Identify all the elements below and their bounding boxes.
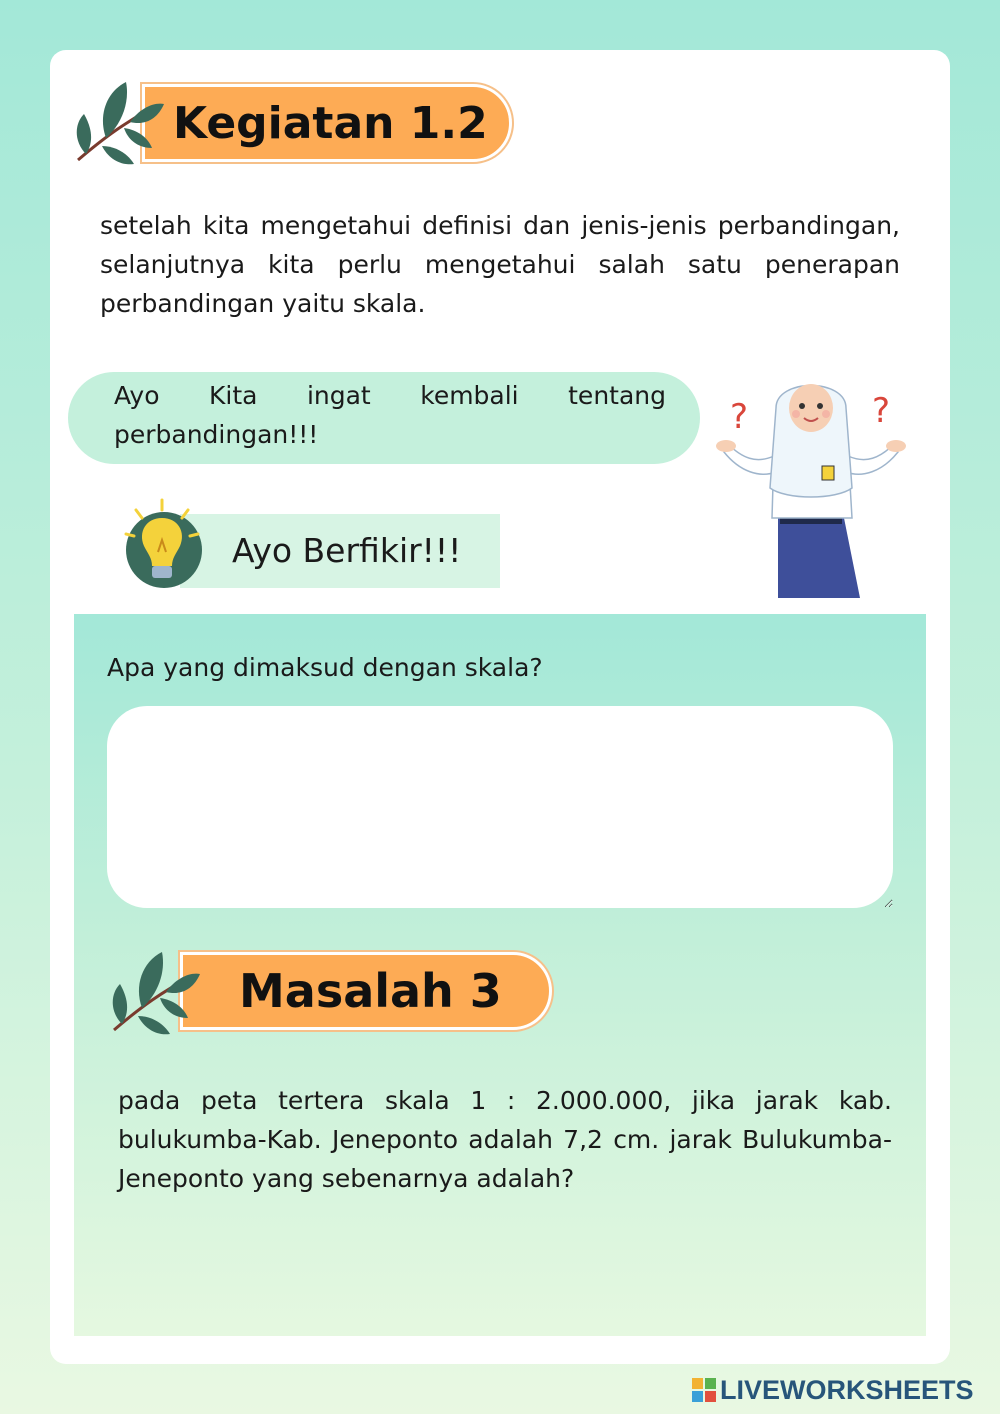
problem-paragraph: pada peta tertera skala 1 : 2.000.000, jika jarak kab. bulukumba-Kab. Jeneponto adalah 7,2 cm. jarak Bulukumba-Jeneponto yang sebenarnya adalah? — [118, 1086, 892, 1193]
leaf-icon — [72, 76, 166, 168]
activity-title-banner — [142, 84, 512, 162]
think-label: Ayo Berfikir!!! — [232, 531, 462, 570]
liveworksheets-brand — [692, 1374, 974, 1406]
leaf-icon — [108, 946, 202, 1038]
activity-title: Kegiatan 1.2 — [173, 97, 488, 149]
brand-name: LIVEWORKSHEETS — [720, 1374, 974, 1405]
think-question: Apa yang dimaksud dengan skala? — [107, 653, 543, 682]
student-girl-illustration — [716, 368, 906, 600]
problem-title: Masalah 3 — [239, 964, 502, 1018]
think-banner — [180, 514, 500, 588]
reminder-banner — [68, 372, 700, 464]
reminder-text: Ayo Kita ingat kembali tentang perbandingan!!! — [114, 381, 666, 449]
intro-paragraph: setelah kita mengetahui definisi dan jenis-jenis perbandingan, selanjutnya kita perlu mengetahui salah satu penerapan perbandingan yaitu skala. — [100, 211, 900, 318]
lightbulb-icon — [120, 496, 204, 590]
liveworksheets-logo-icon — [692, 1378, 716, 1402]
problem-title-banner — [180, 952, 552, 1030]
question-mark-right: ? — [872, 391, 891, 431]
answer-input[interactable] — [107, 706, 893, 908]
question-mark-left: ? — [730, 397, 749, 437]
